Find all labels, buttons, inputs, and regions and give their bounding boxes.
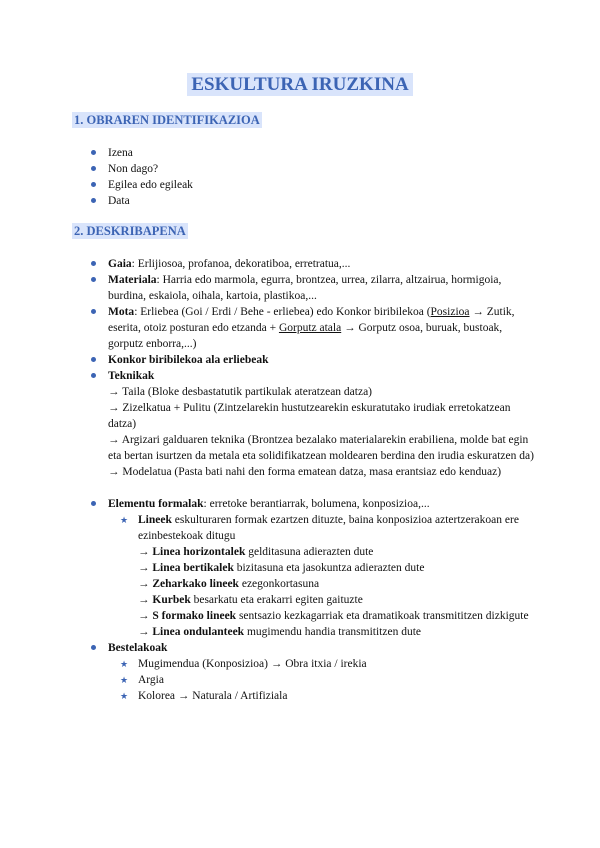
document-title: ESKULTURA IRUZKINA bbox=[0, 74, 600, 96]
section-heading-identification: 1. OBRAREN IDENTIFIKAZIOA bbox=[74, 113, 260, 127]
list-item-materiala: Materiala: Harria edo marmola, egurra, brontzea, urrea, zilarra, altzairua, hormigoia, burdina, eskaiola, oihala, kartoia, plastikoa,... bbox=[90, 272, 540, 304]
list-item-gaia: Gaia: Erlijiosoa, profanoa, dekoratiboa, erretratua,... bbox=[90, 256, 540, 272]
list-item: Izena bbox=[90, 145, 540, 161]
elementu-sublist bbox=[120, 512, 540, 640]
teknika-line: → Argizari galduaren teknika (Brontzea bezalako materialarekin erabiliena, molde bat egin eta bertan isurtzen da metala eta solidifikatzean moldearen berdina den irudia eskuratzen da) bbox=[108, 434, 534, 462]
sub-item: ★ Argia bbox=[120, 672, 540, 688]
list-item: Egilea edo egileak bbox=[90, 177, 540, 193]
sub-line: → Zeharkako lineek ezegonkortasuna bbox=[138, 578, 320, 590]
sub-line: → Kurbek besarkatu eta erakarri egiten gaituzte bbox=[138, 594, 363, 606]
sub-item: ★ Lineek eskulturaren formak ezartzen dituzte, baina konposizioa aztertzerakoan ere ezinbestekoak ditugu bbox=[120, 512, 540, 544]
description-list bbox=[90, 256, 540, 704]
sub-item: ★ Kolorea → Naturala / Artifiziala bbox=[120, 688, 540, 704]
sub-line: → Linea ondulanteek mugimendu handia transmititzen dute bbox=[138, 626, 422, 638]
list-item-elementu: Elementu formalak: erretoke berantiarrak, bolumena, konposizioa,... ★ Lineek eskulturaren formak ezartzen dituzte, baina konposizioa aztertzerakoan ere ezinbestekoak ditugu → Linea horizontalek gelditasuna adierazten dute → Linea bertikalek bizitasuna eta jasokuntza adierazten dute → Zeharkako lineek ezegonkortasuna → Kurbek besarkatu eta erakarri egiten gaituzte → S formako lineek sentsazio kezkagarriak eta dramatikoak transmititzen dizkigute → Linea ondulanteek mugimendu handia transmititzen dute bbox=[90, 496, 540, 640]
list-item: Non dago? bbox=[90, 161, 540, 177]
teknika-line: → Modelatua (Pasta bati nahi den forma ematean datza, masa erantsiaz edo kenduaz) bbox=[108, 466, 502, 478]
sub-line: → Linea horizontalek gelditasuna adierazten dute bbox=[138, 546, 374, 558]
list-item-konkor: Konkor biribilekoa ala erliebeak bbox=[90, 352, 540, 368]
list-item-bestelakoak: Bestelakoak ★ Mugimendua (Konposizioa) → Obra itxia / irekia ★ Argia ★ Kolorea → Naturala / Artifiziala bbox=[90, 640, 540, 704]
list-item: Data bbox=[90, 193, 540, 209]
teknika-line: → Zizelkatua + Pulitu (Zintzelarekin hustutzearekin eskuratutako irudiak erretokatzean datza) bbox=[108, 402, 511, 430]
identification-list bbox=[90, 145, 540, 209]
sub-item: ★ Mugimendua (Konposizioa) → Obra itxia / irekia bbox=[120, 656, 540, 672]
teknika-line: → Taila (Bloke desbastatutik partikulak ateratzean datza) bbox=[108, 386, 373, 398]
list-item-teknikak: Teknikak → Taila (Bloke desbastatutik partikulak ateratzean datza) → Zizelkatua + Pulitu (Zintzelarekin hustutzearekin eskuratutako irudiak erretokatzean datza) → Argizari galduaren teknika (Brontzea bezalako materialarekin erabiliena, molde bat egin eta bertan isurtzen da metala eta solidifikatzean moldearen berdina den irudia eskuratzen da) → Modelatua (Pasta bati nahi den forma ematean datza, masa erantsiaz edo kenduaz) bbox=[90, 368, 540, 480]
list-item-mota: Mota: Erliebea (Goi / Erdi / Behe - erliebea) edo Konkor biribilekoa (Posizioa → Zutik, eserita, otoiz posturan edo etzanda + Gorputz atala → Gorputz osoa, buruak, bustoak, gorputz enborra,...) bbox=[90, 304, 540, 352]
bestelakoak-sublist bbox=[120, 656, 540, 704]
sub-line: → Linea bertikalek bizitasuna eta jasokuntza adierazten dute bbox=[138, 562, 425, 574]
sub-line: → S formako lineek sentsazio kezkagarriak eta dramatikoak transmititzen dizkigute bbox=[138, 610, 529, 622]
section-heading-description: 2. DESKRIBAPENA bbox=[74, 224, 186, 238]
